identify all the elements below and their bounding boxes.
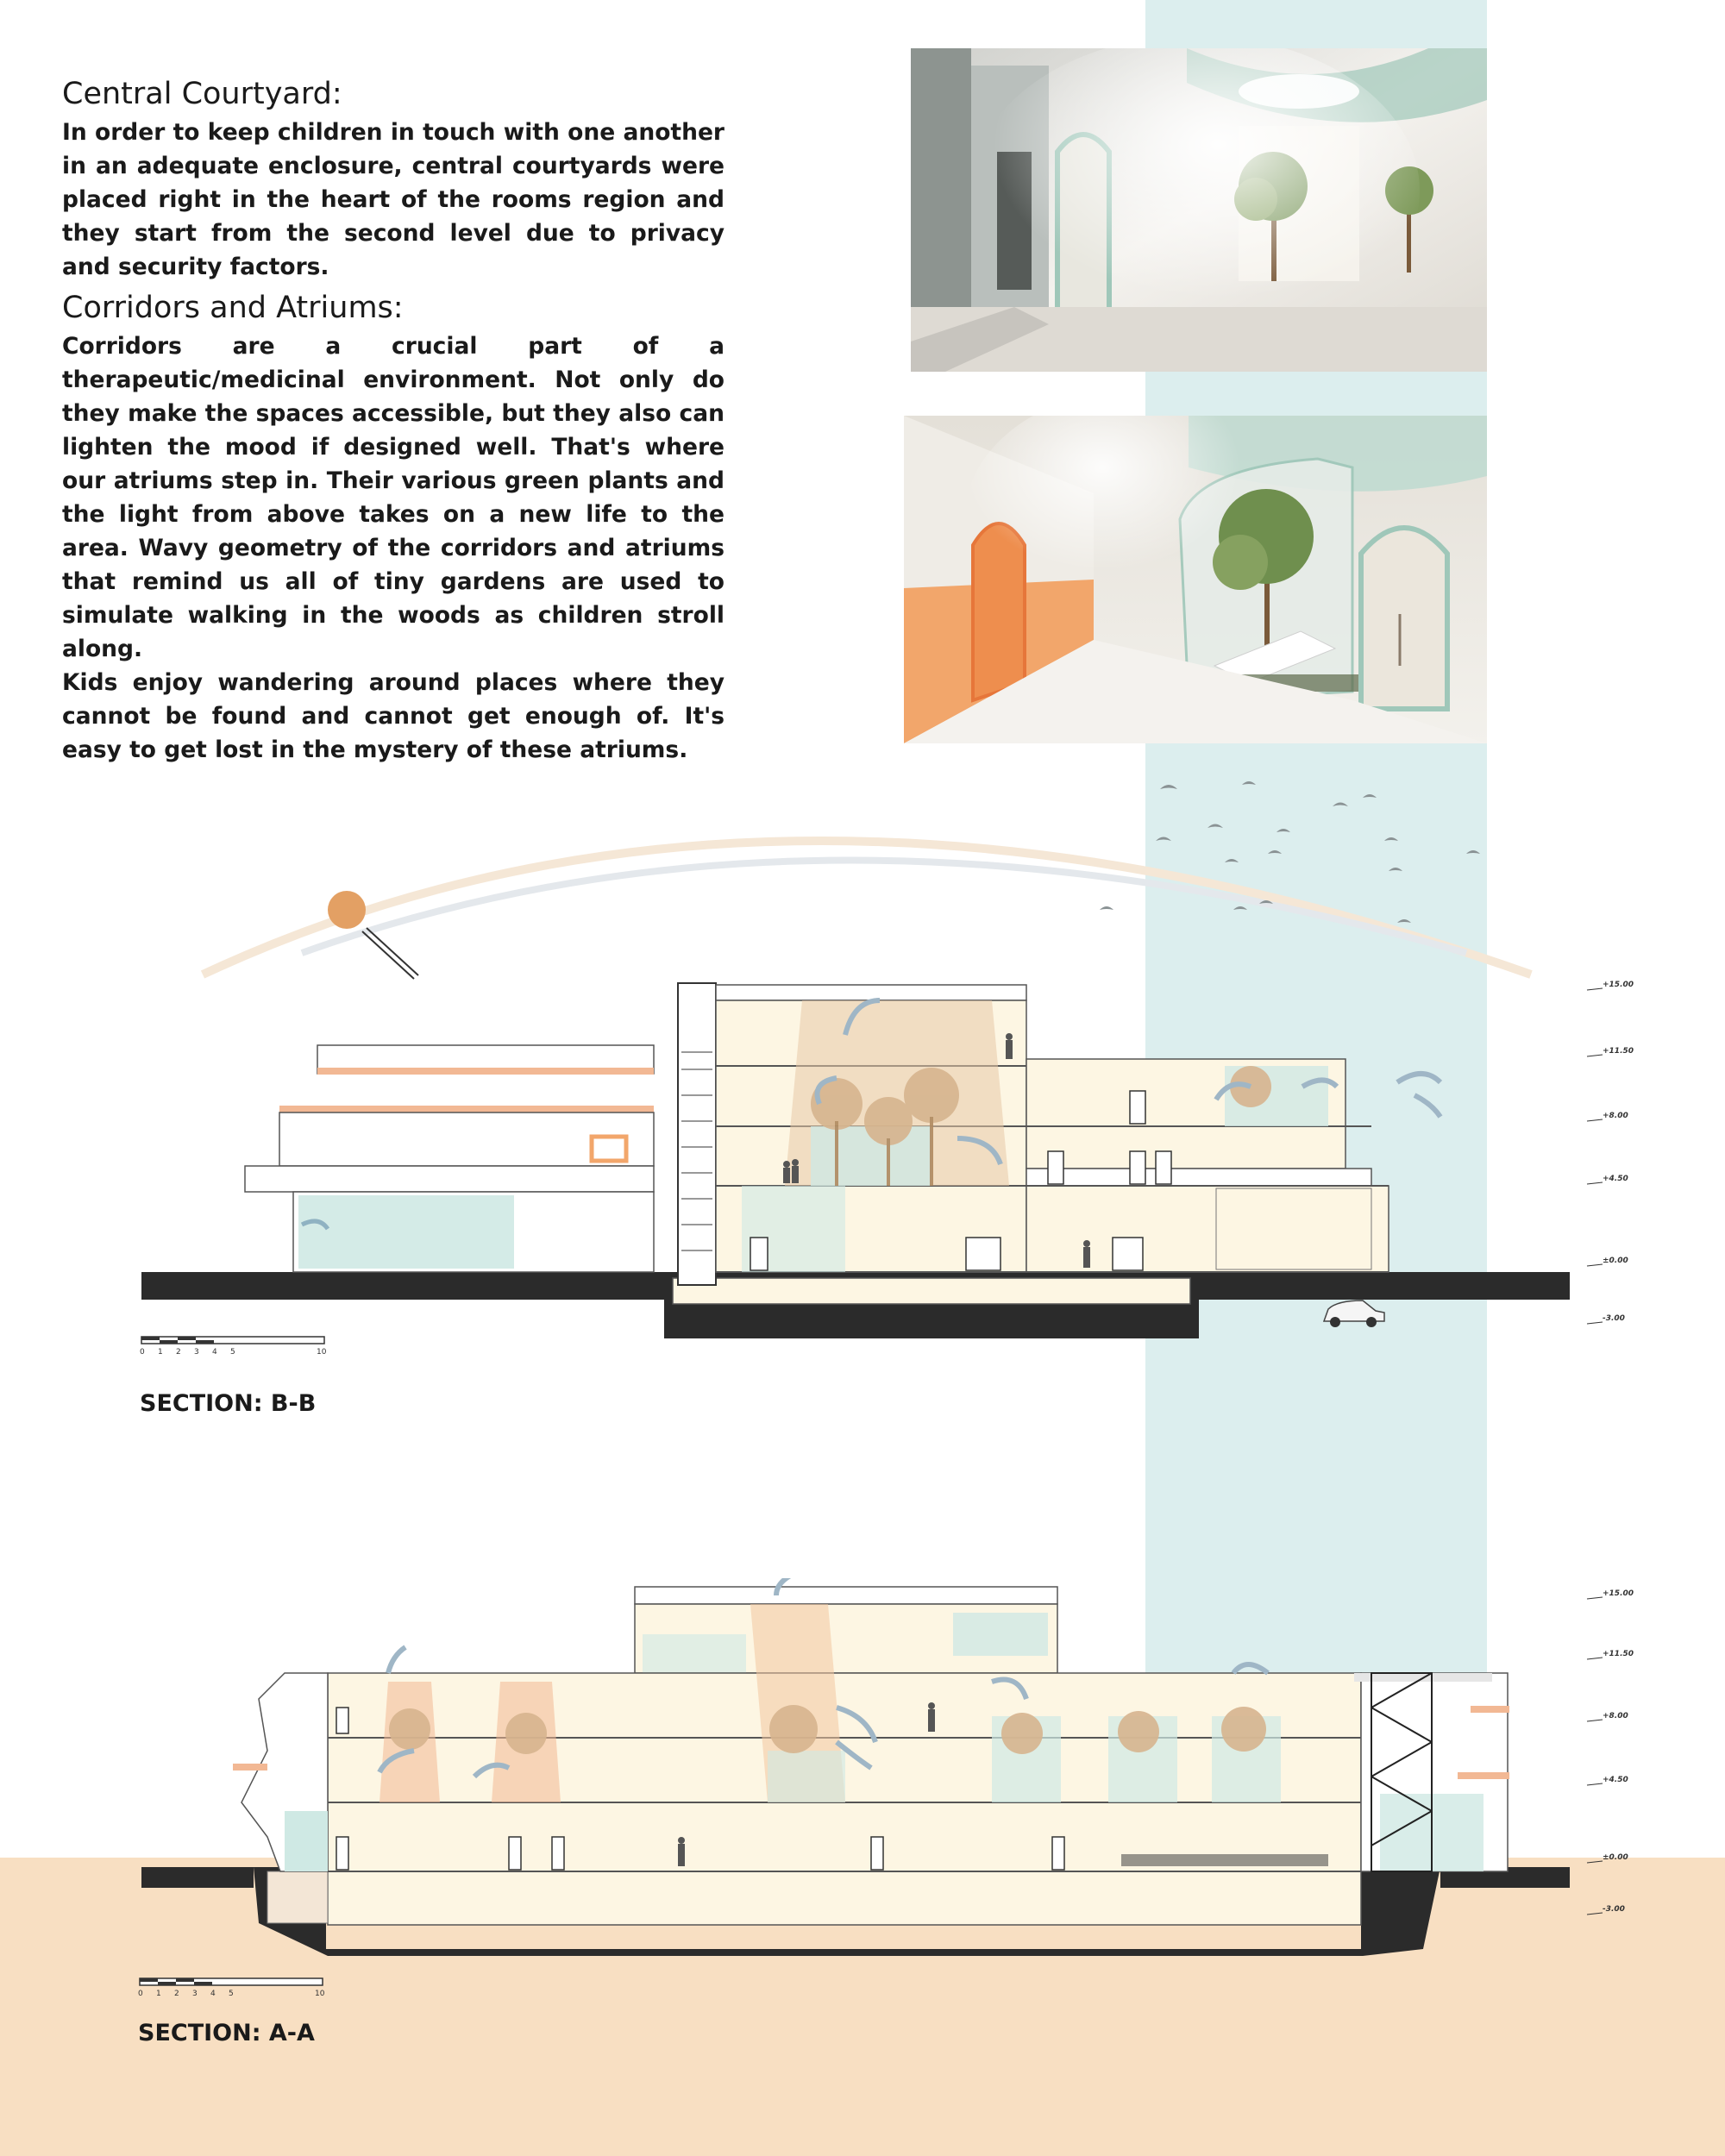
level-minus-3: -3.00 <box>1603 1314 1625 1323</box>
courtyard-render <box>911 48 1487 372</box>
level-8: +8.00 <box>1603 1112 1628 1120</box>
level-0: ±0.00 <box>1603 1853 1628 1862</box>
level-4-5: +4.50 <box>1603 1776 1628 1784</box>
svg-text:4: 4 <box>212 1348 217 1357</box>
svg-text:2: 2 <box>174 1990 179 1998</box>
atrium-render <box>904 416 1487 743</box>
svg-text:0: 0 <box>140 1348 145 1357</box>
corridors-body: Corridors are a crucial part of a therapeutic/medicinal environment. Not only do they make the spaces accessible, but they also can lighten the mood if designed well. That's where our atriums step in. Their various green plants and the light from above takes on a new life to the area. Wavy geometry of the corridors and atriums that remind us all of tiny gardens are used to simulate walking in the woods as children stroll along. <box>62 333 724 662</box>
level-markers <box>1587 1589 1634 1915</box>
level-11-5: +11.50 <box>1603 1650 1634 1658</box>
svg-text:4: 4 <box>210 1990 216 1998</box>
level-4-5: +4.50 <box>1603 1175 1628 1183</box>
svg-text:5: 5 <box>230 1348 235 1357</box>
section-bb-label: SECTION: B-B <box>140 1390 317 1417</box>
svg-text:10: 10 <box>315 1990 325 1998</box>
svg-text:2: 2 <box>176 1348 181 1357</box>
level-15: +15.00 <box>1603 1589 1634 1598</box>
level-0: ±0.00 <box>1603 1257 1628 1265</box>
svg-text:1: 1 <box>156 1990 161 1998</box>
section-bb-drawing <box>129 966 1639 1363</box>
scalebar-aa <box>138 1977 336 2001</box>
level-8: +8.00 <box>1603 1712 1628 1720</box>
svg-text:1: 1 <box>158 1348 163 1357</box>
svg-text:5: 5 <box>229 1990 234 1998</box>
corridors-heading: Corridors and Atriums: <box>62 291 404 325</box>
courtyard-heading: Central Courtyard: <box>62 77 342 111</box>
level-minus-3: -3.00 <box>1603 1905 1625 1914</box>
level-15: +15.00 <box>1603 981 1634 989</box>
level-markers <box>1587 981 1634 1324</box>
level-11-5: +11.50 <box>1603 1047 1634 1056</box>
courtyard-body: In order to keep children in touch with one another in an adequate enclosure, central courtyards were placed right in the heart of the rooms region and they start from the second level due to privacy and security factors. <box>62 119 724 280</box>
car-icon <box>1324 1300 1384 1327</box>
corridors-body-2: Kids enjoy wandering around places where they cannot be found and cannot get enough of. It's easy to get lost in the mystery of these atriums. <box>62 669 724 763</box>
section-aa-drawing <box>129 1578 1639 1958</box>
svg-text:0: 0 <box>138 1990 143 1998</box>
svg-text:3: 3 <box>194 1348 199 1357</box>
courtyard-text <box>62 76 724 284</box>
corridors-text <box>62 290 724 767</box>
section-aa-label: SECTION: A-A <box>138 2020 315 2046</box>
svg-text:10: 10 <box>317 1348 327 1357</box>
scalebar-bb <box>140 1335 338 1359</box>
svg-text:3: 3 <box>192 1990 198 1998</box>
